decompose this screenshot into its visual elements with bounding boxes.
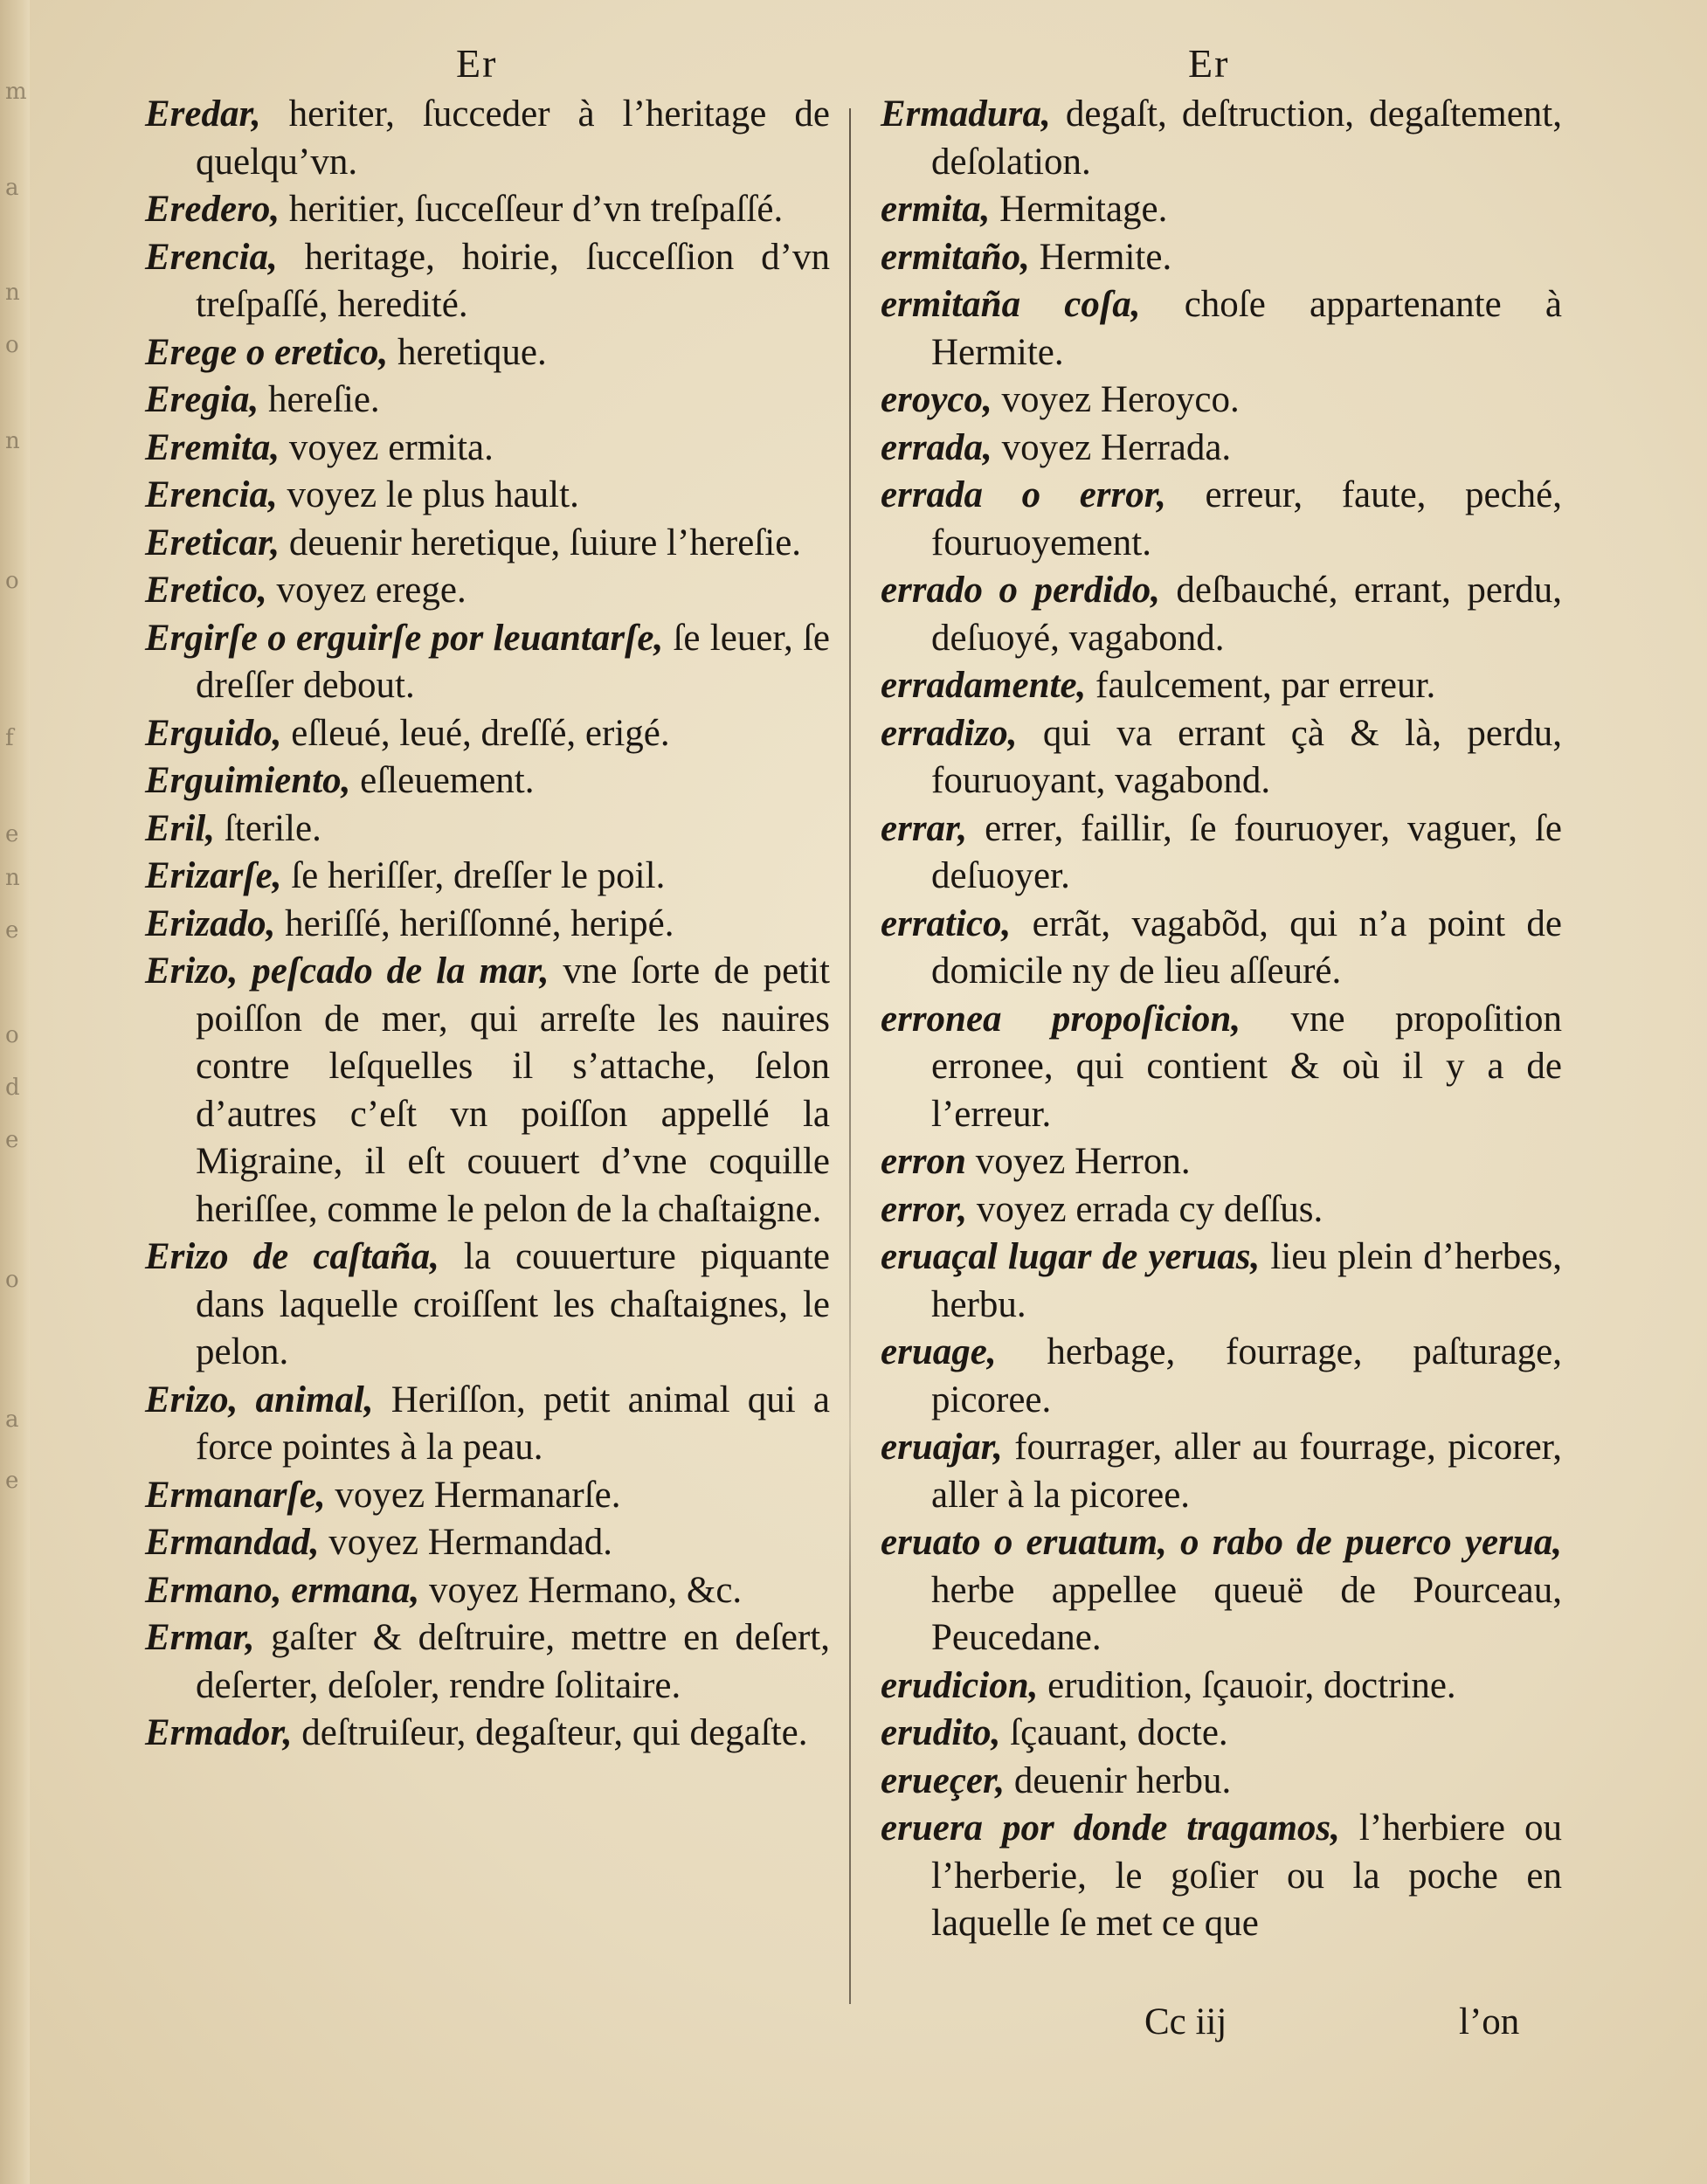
entry-definition: deſtruiſeur, degaſteur, qui degaſte. bbox=[292, 1712, 808, 1753]
entry-definition: hereſie. bbox=[259, 379, 380, 420]
dictionary-entry bbox=[145, 757, 830, 805]
entry-definition: voyez Herrada. bbox=[992, 426, 1232, 468]
entry-definition: vne propoſition erronee, qui contient & où il y a de l’erreur. bbox=[931, 998, 1562, 1135]
entry-headword: erueçer, bbox=[881, 1759, 1006, 1801]
entry-headword: Eremita, bbox=[145, 426, 280, 468]
entry-definition: heretique. bbox=[388, 331, 547, 373]
dictionary-entry bbox=[145, 901, 830, 949]
entry-definition: erreur, faute, peché, fouruoyement. bbox=[931, 474, 1562, 563]
entry-definition: heriter, ſucceder à l’heritage de quelqu’vn. bbox=[196, 93, 830, 183]
entry-headword: Erizo, animal, bbox=[145, 1379, 374, 1420]
dictionary-entry bbox=[145, 1710, 830, 1758]
dictionary-entry bbox=[145, 1567, 830, 1615]
entry-definition: ſe heriſſer, dreſſer le poil. bbox=[281, 855, 666, 896]
entry-headword: Erizarſe, bbox=[145, 855, 282, 896]
entry-definition: gaſter & deſtruire, mettre en deſert, deſerter, deſoler, rendre ſolitaire. bbox=[196, 1617, 830, 1706]
entry-headword: Ermadura, bbox=[881, 93, 1051, 135]
entry-definition: heritage, hoirie, ſucceſſion d’vn treſpaſſé, heredité. bbox=[196, 236, 830, 325]
entry-definition: voyez Heroyco. bbox=[992, 379, 1240, 420]
dictionary-entry bbox=[881, 1186, 1562, 1234]
dictionary-entry bbox=[145, 472, 830, 520]
running-header-left: Er bbox=[456, 41, 498, 86]
entry-headword: Erguimiento, bbox=[145, 760, 351, 801]
dictionary-entry bbox=[881, 901, 1562, 996]
dictionary-entry bbox=[881, 662, 1562, 710]
dictionary-entry bbox=[145, 91, 830, 186]
dictionary-entry bbox=[881, 1662, 1562, 1711]
dictionary-entry bbox=[881, 377, 1562, 425]
bleed-mark: m bbox=[5, 79, 27, 105]
entry-definition: degaſt, deſtruction, degaſtement, deſolation. bbox=[931, 93, 1562, 183]
entry-definition: ſterile. bbox=[215, 807, 321, 849]
entry-headword: Erizo, peſcado de la mar, bbox=[145, 950, 549, 992]
entry-definition: Hermite. bbox=[1029, 236, 1172, 278]
dictionary-entry bbox=[145, 186, 830, 234]
entry-definition: vne ſorte de petit poiſſon de mer, qui arreſte les nauires contre leſquelles il s’attache, ſelon d’autres c’eſt vn poiſſon appellé la Migraine, il eſt couuert d’vne coquille heriſſee, comme le pelon de la chaſtaigne. bbox=[196, 950, 830, 1230]
left-column bbox=[145, 91, 830, 1758]
entry-definition: eſleué, leué, dreſſé, erigé. bbox=[281, 712, 670, 754]
entry-headword: Ermandad, bbox=[145, 1522, 320, 1563]
entry-definition: herbe appellee queuë de Pourceau, Peucedane. bbox=[931, 1569, 1562, 1658]
entry-headword: eruaçal lugar de yeruas, bbox=[881, 1236, 1261, 1277]
entry-definition: voyez Hermanarſe. bbox=[325, 1474, 621, 1516]
dictionary-entry bbox=[881, 805, 1562, 901]
entry-definition: deuenir heretique, ſuiure l’hereſie. bbox=[280, 522, 802, 563]
dictionary-entry bbox=[145, 520, 830, 568]
signature-mark: Cc iij bbox=[1144, 2001, 1227, 2042]
bleed-mark: a bbox=[5, 175, 19, 201]
bleed-mark: a bbox=[5, 1406, 19, 1433]
dictionary-entry bbox=[881, 91, 1562, 186]
bleed-mark: o bbox=[5, 1022, 19, 1048]
dictionary-entry bbox=[145, 329, 830, 377]
entry-definition: voyez erege. bbox=[266, 570, 466, 611]
entry-headword: ermita, bbox=[881, 189, 991, 230]
dictionary-entry bbox=[145, 1472, 830, 1520]
dictionary-entry bbox=[881, 1710, 1562, 1758]
dictionary-entry bbox=[145, 853, 830, 901]
entry-definition: heriſſé, heriſſonné, heripé. bbox=[275, 902, 674, 944]
entry-headword: eruato o eruatum, o rabo de puerco yerua, bbox=[881, 1522, 1562, 1563]
dictionary-entry bbox=[881, 472, 1562, 567]
dictionary-entry bbox=[881, 1805, 1562, 1948]
bleed-mark: d bbox=[5, 1075, 20, 1101]
running-header-right: Er bbox=[1188, 41, 1230, 86]
entry-headword: erudicion, bbox=[881, 1664, 1039, 1706]
entry-headword: Eredar, bbox=[145, 93, 261, 135]
entry-definition: qui va errant çà & là, perdu, fouruoyant, vagabond. bbox=[931, 712, 1562, 801]
entry-definition: voyez le plus hault. bbox=[277, 474, 579, 515]
entry-headword: erron bbox=[881, 1141, 966, 1182]
entry-definition: voyez Hermano, &c. bbox=[419, 1569, 743, 1611]
entry-headword: erronea propoſicion, bbox=[881, 998, 1241, 1040]
entry-headword: Ermanarſe, bbox=[145, 1474, 326, 1516]
entry-headword: eruajar, bbox=[881, 1427, 1003, 1468]
entry-headword: Ergirſe o erguirſe por leuantarſe, bbox=[145, 617, 664, 659]
dictionary-entry bbox=[145, 1234, 830, 1377]
entry-definition: ſe leuer, ſe dreſſer debout. bbox=[196, 617, 831, 706]
dictionary-entry bbox=[881, 234, 1562, 282]
entry-definition: eſleuement. bbox=[350, 760, 535, 801]
entry-headword: Eretico, bbox=[145, 570, 267, 611]
dictionary-entry bbox=[881, 186, 1562, 234]
entry-headword: Erencia, bbox=[145, 474, 278, 515]
entry-headword: errar, bbox=[881, 807, 968, 849]
entry-definition: faulcement, par erreur. bbox=[1086, 665, 1436, 706]
dictionary-entry bbox=[881, 1329, 1562, 1424]
dictionary-entry bbox=[145, 377, 830, 425]
bleed-mark: e bbox=[5, 1127, 19, 1153]
entry-headword: Ermador, bbox=[145, 1712, 293, 1753]
entry-definition: deuenir herbu. bbox=[1005, 1759, 1232, 1801]
right-column bbox=[881, 91, 1562, 1948]
entry-headword: Eregia, bbox=[145, 379, 259, 420]
entry-headword: error, bbox=[881, 1188, 968, 1230]
entry-definition: voyez Hermandad. bbox=[319, 1522, 613, 1563]
entry-definition: errãt, vagabõd, qui n’a point de domicile ny de lieu aſſeuré. bbox=[931, 902, 1562, 992]
entry-headword: Ereticar, bbox=[145, 522, 280, 563]
bleed-mark: n bbox=[5, 865, 20, 891]
entry-definition: lieu plein d’herbes, herbu. bbox=[931, 1236, 1562, 1325]
dictionary-entry bbox=[881, 710, 1562, 805]
bleed-mark: o bbox=[5, 332, 19, 358]
entry-headword: eruera por donde tragamos, bbox=[881, 1807, 1340, 1849]
entry-headword: errada, bbox=[881, 426, 992, 468]
entry-headword: ermitaño, bbox=[881, 236, 1030, 278]
dictionary-entry bbox=[881, 567, 1562, 662]
entry-headword: Erege o eretico, bbox=[145, 331, 389, 373]
dictionary-entry bbox=[881, 425, 1562, 473]
entry-headword: Eredero, bbox=[145, 189, 280, 230]
entry-headword: errado o perdido, bbox=[881, 570, 1160, 611]
bleed-mark: e bbox=[5, 917, 19, 943]
bleed-through-margin bbox=[0, 0, 30, 2184]
bleed-mark: o bbox=[5, 1267, 19, 1293]
bleed-mark: f bbox=[5, 725, 14, 751]
entry-headword: eruage, bbox=[881, 1331, 997, 1372]
bleed-mark: e bbox=[5, 1468, 19, 1494]
entry-headword: Erizo de caſtaña, bbox=[145, 1236, 439, 1277]
bleed-mark: o bbox=[5, 568, 19, 594]
entry-definition: erudition, ſçauoir, doctrine. bbox=[1038, 1664, 1456, 1706]
entry-definition: Hermitage. bbox=[990, 189, 1168, 230]
bleed-mark: n bbox=[5, 428, 20, 454]
entry-headword: Ermano, ermana, bbox=[145, 1569, 420, 1611]
bleed-mark: n bbox=[5, 280, 20, 306]
entry-definition: choſe appartenante à Hermite. bbox=[931, 284, 1563, 373]
entry-headword: Erguido, bbox=[145, 712, 282, 754]
entry-definition: errer, faillir, ſe fouruoyer, vaguer, ſe deſuoyer. bbox=[931, 807, 1562, 896]
entry-headword: ermitaña coſa, bbox=[881, 284, 1141, 325]
entry-headword: erratico, bbox=[881, 902, 1012, 944]
entry-definition: fourrager, aller au fourrage, picorer, aller à la picoree. bbox=[931, 1427, 1562, 1516]
dictionary-entry bbox=[145, 1614, 830, 1710]
entry-headword: eroyco, bbox=[881, 379, 992, 420]
dictionary-entry bbox=[145, 1519, 830, 1567]
dictionary-entry bbox=[145, 948, 830, 1234]
entry-definition: heritier, ſucceſſeur d’vn treſpaſſé. bbox=[280, 189, 784, 230]
entry-headword: erradamente, bbox=[881, 665, 1087, 706]
dictionary-entry bbox=[881, 1519, 1562, 1662]
entry-headword: erudito, bbox=[881, 1712, 1001, 1753]
entry-definition: deſbauché, errant, perdu, deſuoyé, vagabond. bbox=[931, 570, 1562, 659]
dictionary-entry bbox=[145, 567, 830, 615]
dictionary-entry bbox=[145, 805, 830, 854]
bleed-mark: e bbox=[5, 821, 19, 847]
entry-definition: voyez errada cy deſſus. bbox=[967, 1188, 1323, 1230]
dictionary-entry bbox=[881, 1424, 1562, 1519]
entry-headword: Erencia, bbox=[145, 236, 278, 278]
entry-headword: Eril, bbox=[145, 807, 216, 849]
entry-headword: errada o error, bbox=[881, 474, 1166, 515]
dictionary-entry bbox=[145, 425, 830, 473]
column-rule bbox=[849, 108, 851, 2004]
dictionary-entry bbox=[145, 615, 830, 710]
entry-headword: Ermar, bbox=[145, 1617, 255, 1658]
entry-definition: Heriſſon, petit animal qui a force pointes à la peau. bbox=[196, 1379, 830, 1468]
entry-definition: voyez Herron. bbox=[965, 1141, 1191, 1182]
entry-definition: la couuerture piquante dans laquelle croiſſent les chaſtaignes, le pelon. bbox=[196, 1236, 830, 1372]
entry-definition: voyez ermita. bbox=[280, 426, 494, 468]
dictionary-entry bbox=[145, 1377, 830, 1472]
dictionary-entry bbox=[145, 234, 830, 329]
entry-definition: l’herbiere ou l’herberie, le goſier ou la poche en laquelle ſe met ce que bbox=[931, 1807, 1562, 1944]
entry-headword: erradizo, bbox=[881, 712, 1018, 754]
catchword: l’on bbox=[1459, 2001, 1520, 2042]
dictionary-entry bbox=[881, 1234, 1562, 1329]
entry-definition: herbage, fourrage, paſturage, picoree. bbox=[931, 1331, 1562, 1420]
dictionary-entry bbox=[881, 1138, 1562, 1186]
dictionary-entry bbox=[881, 1758, 1562, 1806]
entry-definition: ſçauant, docte. bbox=[1000, 1712, 1228, 1753]
dictionary-entry bbox=[881, 996, 1562, 1139]
dictionary-entry bbox=[881, 281, 1562, 377]
dictionary-entry bbox=[145, 710, 830, 758]
entry-headword: Erizado, bbox=[145, 902, 276, 944]
